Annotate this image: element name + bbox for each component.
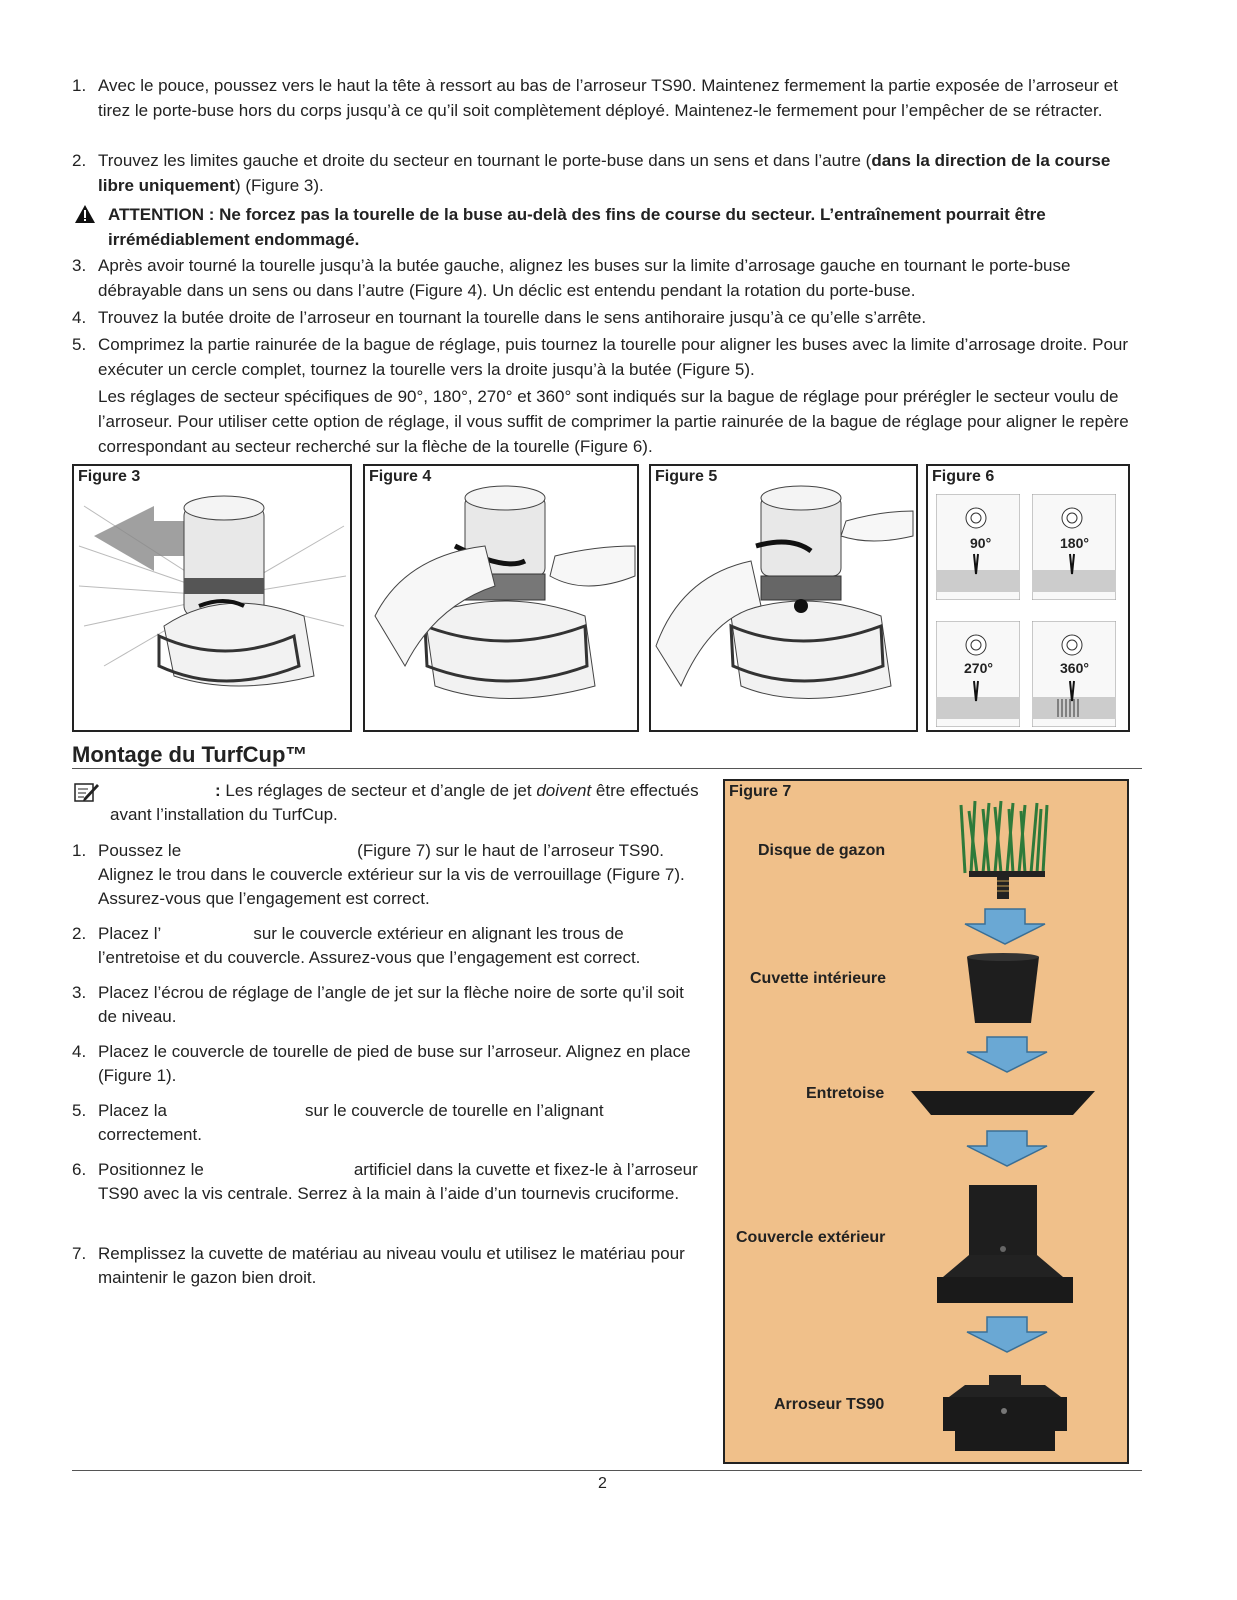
label-outer-cover: Couvercle extérieur <box>736 1229 886 1246</box>
step-2 <box>72 148 1142 198</box>
step-5 <box>72 332 1142 382</box>
preset-panel-270 <box>936 621 1020 727</box>
figure-caption: Figure 7 <box>729 783 792 800</box>
turf-disc-part <box>961 801 1047 899</box>
step-number: 5. <box>72 335 87 354</box>
step-4 <box>72 305 1142 330</box>
step-number: 1. <box>72 76 87 95</box>
step-1 <box>72 73 1142 123</box>
figure-7 <box>723 779 1129 1464</box>
figure-6 <box>926 464 1130 732</box>
turret-alignment-illustration <box>365 466 637 730</box>
turfcup-step-7: 7. Remplissez la cuvette de matériau au niveau voulu et utilisez le matériau pour maintenir le gazon bien droit. <box>72 1244 685 1287</box>
turfcup-step-1: 1. Poussez le (Figure 7) sur le haut de l’arroseur TS90. Alignez le trou dans le couvercle extérieur sur la vis de verrouillage (Figure 7). Assurez-vous que l’engagement est correct. <box>72 841 685 908</box>
figure-caption: Figure 6 <box>932 468 995 485</box>
note-pencil-icon <box>74 781 100 803</box>
step-text: ) (Figure 3). <box>234 176 324 195</box>
step-number: 7. <box>72 1244 87 1263</box>
sprinkler-rotation-illustration <box>74 466 350 730</box>
note-text: : Les réglages de secteur et d’angle de jet doivent être effectués avant l’installation du TurfCup. <box>110 781 699 824</box>
figure-5 <box>649 464 918 732</box>
step-text: Avec le pouce, poussez vers le haut la tête à ressort au bas de l’arroseur TS90. Maintenez fermement la partie exposée de l’arroseur et tirez le porte-buse hors du corps jusqu’à ce qu’il soit complètement déployé. Maintenez-le fermement pour l’empêcher de se rétracter. <box>98 76 1118 120</box>
step-text: Comprimez la partie rainurée de la bague de réglage, puis tournez la tourelle pour aligner les buses avec la limite d’arrosage droite. Pour exécuter un cercle complet, tournez la tourelle vers la droite jusqu’à la butée (Figure 5). <box>98 335 1129 379</box>
preset-panel-90 <box>936 494 1020 600</box>
turfcup-step-6: 6. Positionnez le artificiel dans la cuvette et fixez-le à l’arroseur TS90 avec la vis centrale. Serrez à la main à l’aide d’un tournevis cruciforme. <box>72 1160 698 1203</box>
turfcup-step-4: 4. Placez le couvercle de tourelle de pied de buse sur l’arroseur. Alignez en place (Figure 1). <box>72 1042 691 1085</box>
label-spacer: Entretoise <box>806 1085 885 1102</box>
step-text-bold: dans la direction de la course libre uniquement <box>98 151 1111 195</box>
warning-block <box>72 202 1142 252</box>
paragraph-text: Les réglages de secteur spécifiques de 90°, 180°, 270° et 360° sont indiqués sur la bague de réglage pour prérégler le secteur voulu de l’arroseur. Pour utiliser cette option de réglage, il vous suffit de comprimer la partie rainurée de la bague de réglage pour aligner le repère correspondant au secteur recherché sur la flèche de la tourelle (Figure 6). <box>98 387 1129 456</box>
step-number: 5. <box>72 1101 87 1120</box>
figure-3 <box>72 464 352 732</box>
step-3 <box>72 253 1142 303</box>
turfcup-step-2: 2. Placez l’ sur le couvercle extérieur en alignant les trous de l’entretoise et du couvercle. Assurez-vous que l’engagement est correct. <box>72 924 641 967</box>
figure-4 <box>363 464 639 732</box>
warning-triangle-icon <box>74 204 96 224</box>
figure-caption: Figure 5 <box>655 468 718 485</box>
presets-paragraph <box>72 384 1142 459</box>
section-title: Montage du TurfCup™ <box>72 742 308 767</box>
step-text: Trouvez les limites gauche et droite du secteur en tournant le porte-buse dans un sens et dans l’autre ( <box>98 151 872 170</box>
label-inner-cup: Cuvette intérieure <box>750 970 887 987</box>
figure-caption: Figure 3 <box>78 468 141 485</box>
preset-label: 90° <box>970 535 992 551</box>
step-text: Après avoir tourné la tourelle jusqu’à la butée gauche, alignez les buses sur la limite d’arrosage gauche en tournant le porte-buse débrayable dans un sens ou dans l’autre (Figure 4). Un déclic est entendu pendant la rotation du porte-buse. <box>98 256 1071 300</box>
label-turf-disc: Disque de gazon <box>758 842 886 859</box>
step-number: 3. <box>72 256 87 275</box>
preset-label: 180° <box>1060 535 1089 551</box>
preset-panel-360 <box>1032 621 1116 727</box>
label-ts90-sprinkler: Arroseur TS90 <box>774 1396 885 1413</box>
step-number: 4. <box>72 308 87 327</box>
step-number: 4. <box>72 1042 87 1061</box>
warning-text: ATTENTION : Ne forcez pas la tourelle de la buse au-delà des fins de course du secteur. L’entraînement pourrait être irrémédiablement endommagé. <box>108 205 1046 249</box>
turfcup-step-3: 3. Placez l’écrou de réglage de l’angle de jet sur la flèche noire de sorte qu’il soit de niveau. <box>72 983 684 1026</box>
page-number: 2 <box>598 1475 607 1492</box>
step-text: Trouvez la butée droite de l’arroseur en tournant la tourelle dans le sens antihoraire jusqu’à ce qu’elle s’arrête. <box>98 308 927 327</box>
step-number: 2. <box>72 924 87 943</box>
full-circle-illustration <box>651 466 916 730</box>
preset-label: 360° <box>1060 660 1089 676</box>
figure-caption: Figure 4 <box>369 468 432 485</box>
preset-panel-180 <box>1032 494 1116 600</box>
footer-rule <box>72 1470 1142 1471</box>
step-number: 6. <box>72 1160 87 1179</box>
turfcup-exploded-diagram <box>725 781 1127 1462</box>
preset-label: 270° <box>964 660 993 676</box>
step-number: 3. <box>72 983 87 1002</box>
turfcup-step-5: 5. Placez la sur le couvercle de tourelle en l’alignant correctement. <box>72 1101 604 1144</box>
step-number: 2. <box>72 151 87 170</box>
step-number: 1. <box>72 841 87 860</box>
section-rule <box>72 768 1142 769</box>
